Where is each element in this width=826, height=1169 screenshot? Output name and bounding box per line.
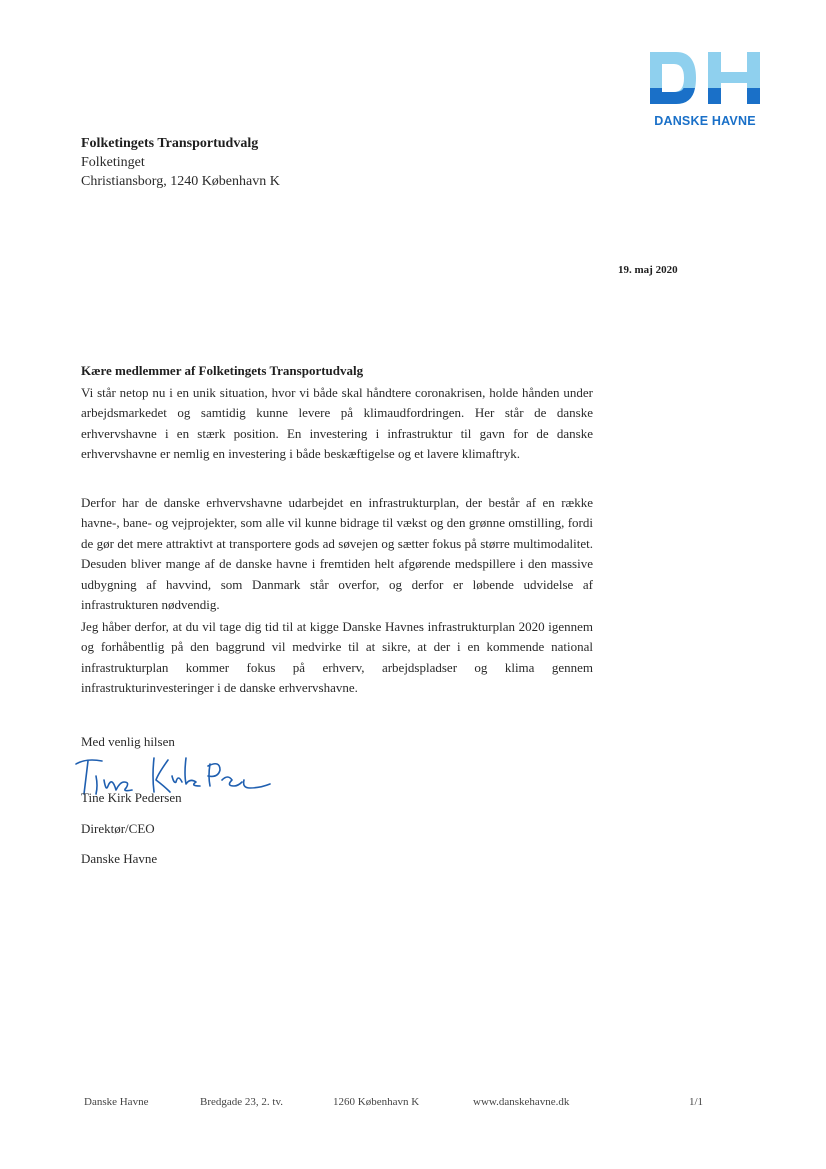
signer-name: Tine Kirk Pedersen	[81, 790, 182, 805]
danske-havne-logo	[646, 48, 764, 132]
logo-name: DANSKE HAVNE	[654, 114, 756, 128]
footer-city: 1260 København K	[333, 1096, 420, 1108]
footer-page-number: 1/1	[689, 1096, 704, 1108]
signer-title: Direktør/CEO	[81, 821, 155, 836]
letter-date: 19. maj 2020	[618, 264, 678, 276]
paragraph-1: Vi står netop nu i en unik situation, hvor vi både skal håndtere coronakrisen, holde hånden under arbejdsmarkedet og samtidig kunne levere på klimaudfordringen. Her står de danske erhvervshavne i en stærk position. En investering i infrastruktur til gavn for de danske erhvervshavne er nemlig en investering i både beskæftigelse og et lavere klimaftryk.	[81, 385, 593, 462]
recipient-block	[81, 134, 280, 191]
footer-street: Bredgade 23, 2. tv.	[200, 1096, 283, 1108]
recipient-line2: Folketinget	[81, 155, 145, 170]
closing: Med venlig hilsen	[81, 734, 175, 749]
footer-website: www.danskehavne.dk	[473, 1096, 570, 1108]
recipient-name: Folketingets Transportudvalg	[81, 136, 259, 151]
footer-org: Danske Havne	[84, 1096, 149, 1108]
dh-logo-mark	[646, 48, 764, 110]
recipient-address: Christiansborg, 1240 København K	[81, 174, 280, 189]
paragraph-2: Derfor har de danske erhvervshavne udarbejdet en infrastrukturplan, der består af en række havne-, bane- og vejprojekter, som alle vil kunne bidrage til vækst og den grønne omstilling, fordi de gør det mere attraktivt at transportere gods ad søvejen og sætter fokus på større multimodalitet. Desuden bliver mange af de danske havne i fremtiden helt afgørende medspillere i den massive udbygning af havvind, som Danmark står overfor, og derfor er løbende udvidelse af infrastrukturen nødvendig.	[81, 495, 593, 613]
signer-organization: Danske Havne	[81, 851, 158, 866]
salutation: Kære medlemmer af Folketingets Transportudvalg	[81, 363, 364, 378]
paragraph-3: Jeg håber derfor, at du vil tage dig tid til at kigge Danske Havnes infrastrukturplan 2020 igennem og forhåbentlig på den baggrund vil medvirke til at sikre, at der i en kommende national infrastrukturplan kommer fokus på erhverv, arbejdspladser og klima gennem infrastrukturinvesteringer i de danske erhvervshavne.	[81, 619, 593, 696]
